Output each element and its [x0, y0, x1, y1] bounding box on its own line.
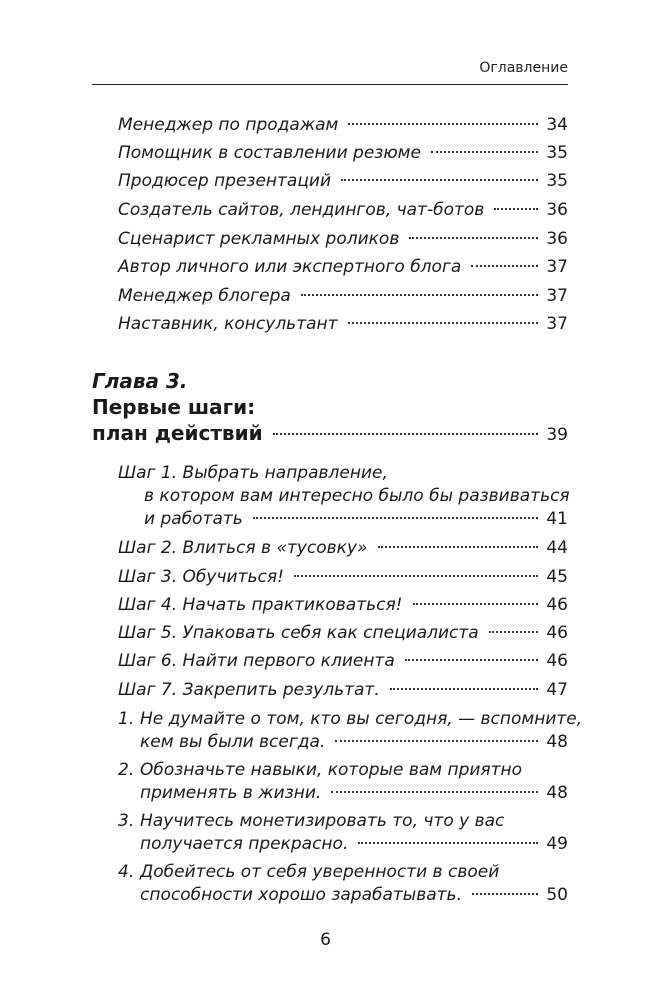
dot-leader [335, 740, 538, 742]
tip-line1: Обозначьте навыки, которые вам приятно [140, 760, 523, 780]
dot-leader [413, 603, 538, 605]
dot-leader [294, 575, 538, 577]
dot-leader [273, 433, 539, 435]
toc-entry[interactable] [118, 594, 568, 616]
tip-number: 3. [118, 811, 135, 831]
toc-entry-title: Шаг 3. Обучиться! [118, 567, 284, 587]
dot-leader [489, 631, 538, 633]
toc-entry-page: 46 [546, 623, 568, 643]
chapter-page: 39 [546, 425, 568, 445]
toc-entry-page: 37 [546, 286, 568, 306]
dot-leader [494, 208, 538, 210]
tip-line1: Не думайте о том, кто вы сегодня, — вспомните, [140, 709, 583, 729]
toc-entry[interactable] [118, 622, 568, 644]
toc-entry[interactable] [118, 256, 568, 278]
dot-leader [331, 791, 538, 793]
toc-entry-page: 46 [546, 651, 568, 671]
toc-entry[interactable] [118, 228, 568, 250]
dot-leader [378, 546, 539, 548]
toc-entry-tip[interactable] [118, 810, 568, 856]
toc-entry-page: 37 [546, 257, 568, 277]
toc-entry-title: Создатель сайтов, лендингов, чат-ботов [118, 200, 485, 220]
toc-entry-title: Сценарист рекламных роликов [118, 229, 400, 249]
dot-leader [431, 151, 538, 153]
toc-entry-page: 47 [546, 680, 568, 700]
toc-entry[interactable] [118, 679, 568, 701]
toc-entry[interactable] [118, 650, 568, 672]
tip-number: 4. [118, 862, 135, 882]
toc-entry-title: Продюсер презентаций [118, 171, 332, 191]
toc-entry-page: 48 [546, 783, 568, 803]
dot-leader [358, 842, 538, 844]
toc-entry-title: Менеджер блогера [118, 286, 291, 306]
toc-entry-page: 36 [546, 200, 568, 220]
dot-leader [471, 265, 538, 267]
tip-number: 2. [118, 760, 135, 780]
dot-leader [390, 688, 538, 690]
toc-entry[interactable] [118, 566, 568, 588]
step1-last-line [118, 508, 568, 531]
toc-entry-page: 48 [546, 732, 568, 752]
toc-entry[interactable] [118, 114, 568, 136]
toc-entry[interactable] [118, 142, 568, 164]
toc-entry-page: 34 [546, 115, 568, 135]
dot-leader [253, 517, 539, 519]
toc-entry-page: 49 [546, 834, 568, 854]
toc-entry-title: Автор личного или экспертного блога [118, 257, 462, 277]
toc-entry-tip[interactable] [118, 861, 568, 907]
dot-leader [472, 893, 538, 895]
dot-leader [348, 123, 538, 125]
tip-line1: Научитесь монетизировать то, что у вас [140, 811, 505, 831]
toc-entry-page: 35 [546, 143, 568, 163]
toc-entry-page: 45 [546, 567, 568, 587]
tip-line2: получается прекрасно. [140, 834, 349, 854]
toc-entry[interactable] [118, 537, 568, 559]
dot-leader [409, 237, 538, 239]
toc-entry-page: 46 [546, 595, 568, 615]
tip-line1: Добейтесь от себя уверенности в своей [140, 862, 500, 882]
toc-entry-page: 36 [546, 229, 568, 249]
toc-entry-page: 35 [546, 171, 568, 191]
toc-entry[interactable] [118, 313, 568, 335]
tip-line2: кем вы были всегда. [140, 732, 326, 752]
toc-entry-page: 37 [546, 314, 568, 334]
dot-leader [348, 322, 538, 324]
chapter-entry[interactable] [92, 420, 568, 448]
toc-entry-title: Шаг 2. Влиться в «тусовку» [118, 538, 368, 558]
toc-entry-title: Шаг 6. Найти первого клиента [118, 651, 395, 671]
toc-entry[interactable] [118, 170, 568, 192]
tip-line2: применять в жизни. [140, 783, 322, 803]
toc-entry-title: Шаг 7. Закрепить результат. [118, 680, 380, 700]
step1-line2: в котором вам интересно было бы развиваться [144, 486, 570, 506]
toc-entry-step1[interactable] [118, 462, 568, 531]
toc-entry[interactable] [118, 199, 568, 221]
tip-line2: способности хорошо зарабатывать. [140, 885, 462, 905]
toc-entry-title: Шаг 5. Упаковать себя как специалиста [118, 623, 479, 643]
dot-leader [405, 659, 538, 661]
toc-entry-title: Помощник в составлении резюме [118, 143, 421, 163]
header-rule [92, 84, 568, 85]
step1-line1: Шаг 1. Выбрать направление, [118, 463, 388, 483]
toc-entry-page: 44 [546, 538, 568, 558]
tip-number: 1. [118, 709, 135, 729]
dot-leader [301, 294, 538, 296]
toc-entry-tip[interactable] [118, 759, 568, 805]
chapter-label: Глава 3. [92, 369, 188, 393]
toc-entry[interactable] [118, 285, 568, 307]
running-header: Оглавление [479, 60, 568, 76]
toc-entry-page: 41 [546, 509, 568, 529]
toc-entry-tip[interactable] [118, 708, 583, 754]
toc-entry-title: Менеджер по продажам [118, 115, 339, 135]
toc-entry-title: Наставник, консультант [118, 314, 338, 334]
chapter-title-line2: план действий [92, 421, 263, 445]
chapter-title-line1: Первые шаги: [92, 395, 256, 419]
step1-line3: и работать [144, 509, 243, 529]
page-number: 6 [320, 930, 331, 950]
toc-entry-page: 50 [546, 885, 568, 905]
dot-leader [341, 179, 538, 181]
toc-entry-title: Шаг 4. Начать практиковаться! [118, 595, 403, 615]
